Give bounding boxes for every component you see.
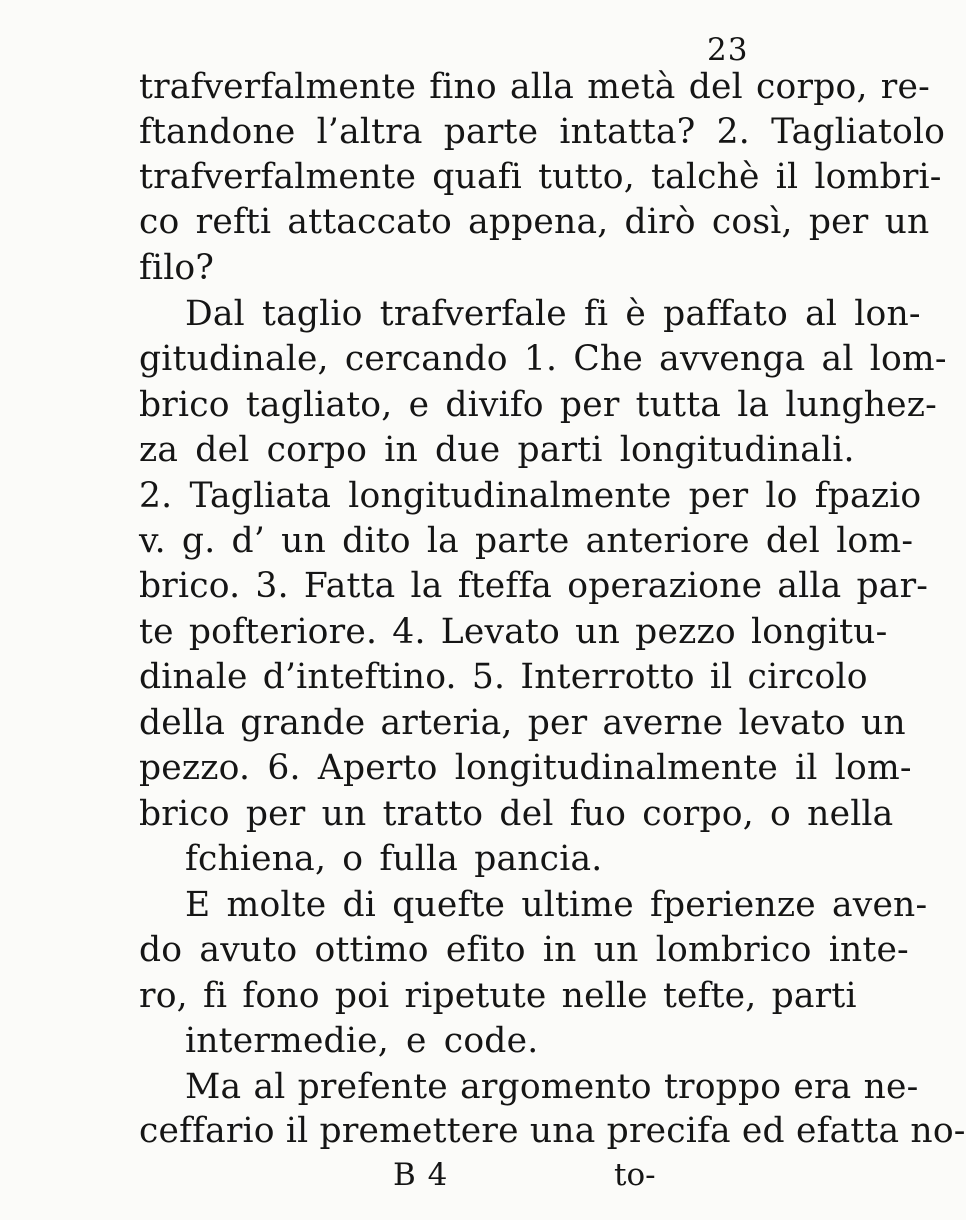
text-line-14: dinale d’inteftino. 5. Interrotto il circolo (139, 657, 868, 697)
text-line-9: za del corpo in due parti longitudinali. (139, 430, 855, 470)
text-line-22: intermedie, e code. (185, 1021, 539, 1061)
text-line-23: Ma al prefente argomento troppo era ne- (185, 1067, 919, 1107)
text-line-1: trafverfalmente fino alla metà del corpo, re- (139, 67, 930, 107)
text-line-16: pezzo. 6. Aperto longitudinalmente il lom- (139, 748, 912, 788)
text-line-10: 2. Tagliata longitudinalmente per lo fpazio (139, 476, 922, 516)
text-line-4: co refti attaccato appena, dirò così, per un (139, 202, 930, 242)
text-line-20: do avuto ottimo efito in un lombrico inte- (139, 930, 909, 970)
text-line-17: brico per un tratto del fuo corpo, o nella (139, 794, 894, 834)
page-number: 23 (707, 32, 749, 68)
text-line-3: trafverfalmente quafi tutto, talchè il lombri- (139, 157, 942, 197)
text-line-13: te pofteriore. 4. Levato un pezzo longitu- (139, 612, 888, 652)
text-line-18: fchiena, o fulla pancia. (185, 839, 603, 879)
text-line-6: Dal taglio trafverfale fi è paffato al lon- (185, 294, 921, 334)
text-line-21: ro, fi fono poi ripetute nelle tefte, parti (139, 976, 857, 1016)
text-line-11: v. g. d’ un dito la parte anteriore del lom- (139, 521, 914, 561)
text-line-5: filo? (139, 248, 215, 288)
text-line-19: E molte di quefte ultime fperienze aven- (185, 885, 928, 925)
text-line-12: brico. 3. Fatta la fteffa operazione alla par- (139, 566, 929, 606)
catchword: to- (614, 1157, 656, 1193)
text-line-2: ftandone l’altra parte intatta? 2. Tagliatolo (139, 112, 946, 152)
text-line-8: brico tagliato, e divifo per tutta la lunghez- (139, 385, 938, 425)
signature-mark: B 4 (393, 1157, 449, 1193)
text-line-24: ceffario il premettere una precifa ed efatta no- (139, 1111, 966, 1151)
text-line-15: della grande arteria, per averne levato un (139, 703, 906, 743)
text-line-7: gitudinale, cercando 1. Che avvenga al lom- (139, 339, 947, 379)
